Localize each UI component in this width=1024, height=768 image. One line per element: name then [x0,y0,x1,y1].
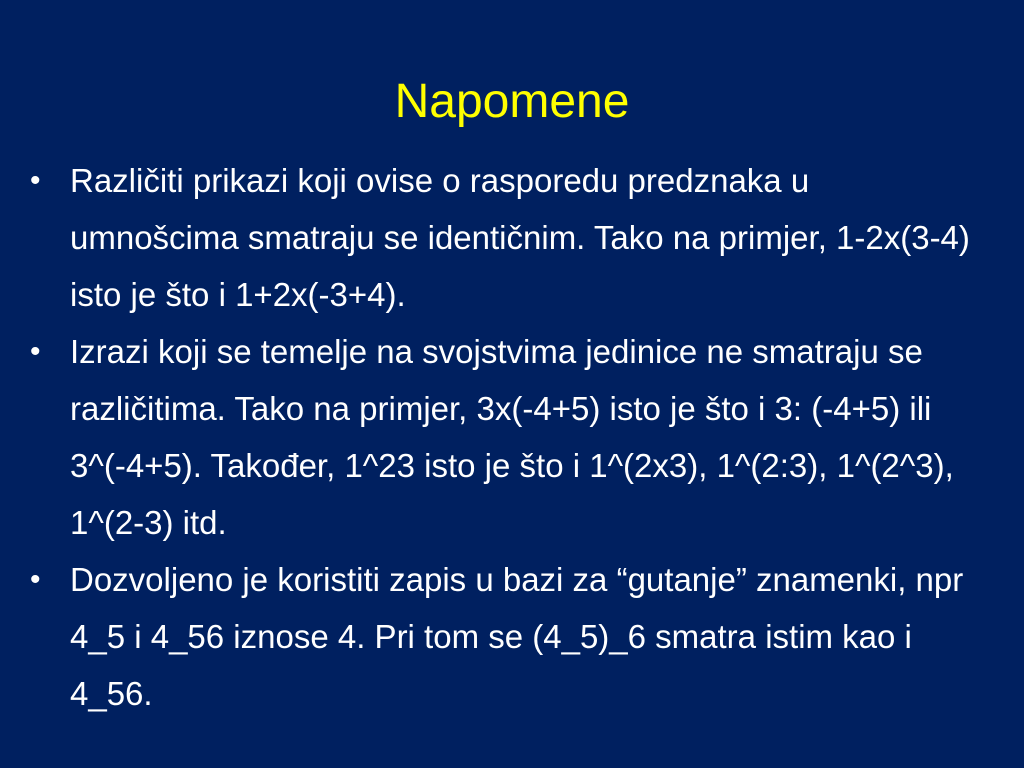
slide-title: Napomene [394,75,630,128]
bullet-text: Izrazi koji se temelje na svojstvima jedinice ne smatraju se različitima. Tako na primjer, 3x(-4+5) isto je što i 3: (-4+5) ili 3^(-4+5). Također, 1^23 isto je što i 1^(2x3), 1^(2:3), 1^(2^3), 1^(2-3) itd. [70,333,954,541]
bullet-item-2 [28,323,983,551]
bullet-dot-icon: • [30,335,41,368]
bullet-dot-icon: • [30,563,41,596]
bullet-text: Dozvoljeno je koristiti zapis u bazi za “gutanje” znamenki, npr 4_5 i 4_56 iznose 4. Pri tom se (4_5)_6 smatra istim kao i 4_56. [70,561,964,712]
bullet-list [28,152,983,722]
bullet-text: Različiti prikazi koji ovise o rasporedu predznaka u umnošcima smatraju se identičnim. Tako na primjer, 1-2x(3-4) isto je što i 1+2x(-3+4). [70,162,970,313]
bullet-dot-icon: • [30,164,41,197]
bullet-item-1 [28,152,983,323]
bullet-item-3 [28,551,983,722]
